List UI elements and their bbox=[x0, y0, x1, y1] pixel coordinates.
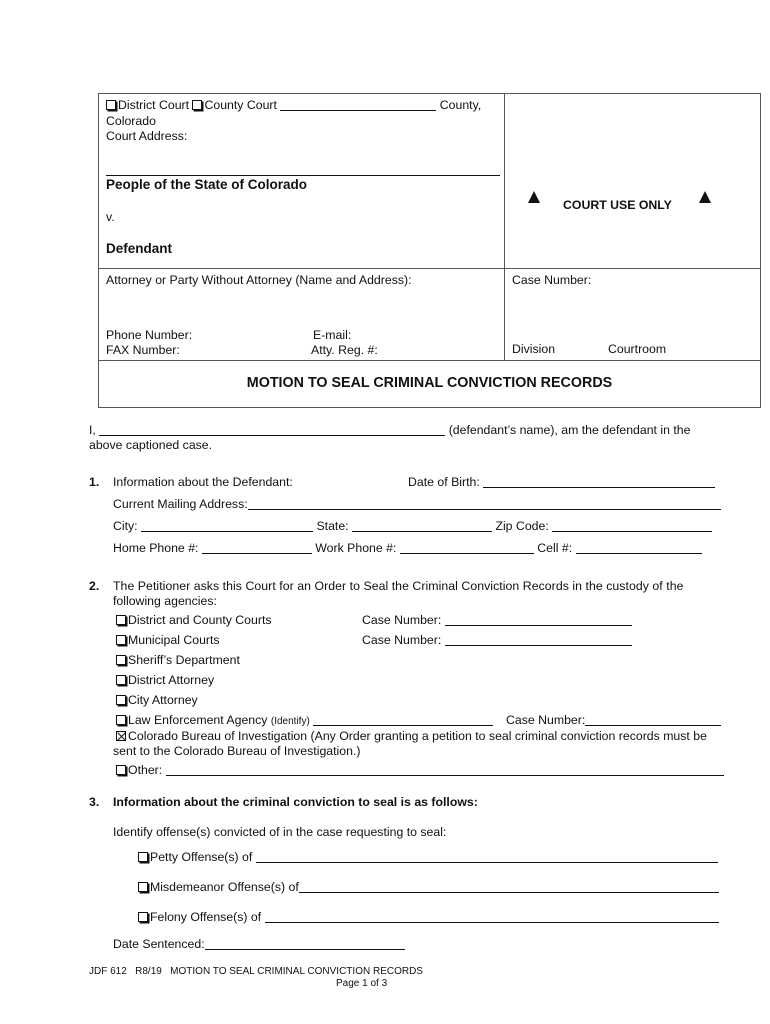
division-label: Division bbox=[512, 342, 556, 356]
dob-field[interactable] bbox=[483, 475, 715, 488]
date-sentenced-row bbox=[113, 937, 405, 951]
county-name-field[interactable] bbox=[280, 98, 436, 111]
court-use-only-label: COURT USE ONLY bbox=[563, 198, 672, 212]
footer-form-id: JDF 612 bbox=[89, 966, 127, 977]
state-label: Colorado bbox=[106, 114, 156, 128]
city-attorney-checkbox[interactable] bbox=[116, 695, 126, 705]
law-enforcement-field[interactable] bbox=[313, 713, 493, 726]
email-label: E-mail: bbox=[313, 328, 352, 342]
case-number-label-3: Case Number: bbox=[506, 713, 586, 727]
other-checkbox[interactable] bbox=[116, 765, 126, 775]
caption-divider-vertical bbox=[504, 93, 505, 360]
address-label: Current Mailing Address: bbox=[113, 497, 248, 511]
caption-divider-2 bbox=[98, 360, 761, 361]
home-phone-label: Home Phone #: bbox=[113, 541, 199, 555]
dob-row bbox=[408, 475, 715, 489]
footer-page: Page 1 of 3 bbox=[336, 978, 388, 989]
state-field-label: State: bbox=[316, 519, 349, 533]
phone-label: Phone Number: bbox=[106, 328, 193, 342]
law-enforcement-label: Law Enforcement Agency bbox=[128, 713, 268, 727]
sheriff-checkbox[interactable] bbox=[116, 655, 126, 665]
court-use-arrow-right-icon bbox=[699, 191, 711, 203]
court-use-arrow-left-icon bbox=[528, 191, 540, 203]
case-number-row-1 bbox=[362, 613, 632, 627]
cell-field[interactable] bbox=[576, 541, 702, 554]
section1-number: 1. bbox=[89, 475, 100, 489]
case-number-label-2: Case Number: bbox=[362, 633, 442, 647]
zip-field[interactable] bbox=[552, 519, 712, 532]
da-label: District Attorney bbox=[128, 673, 215, 687]
section1-heading: Information about the Defendant: bbox=[113, 475, 293, 489]
case-number-field-2[interactable] bbox=[445, 633, 632, 646]
section2-number: 2. bbox=[89, 579, 100, 593]
defendant-label: Defendant bbox=[106, 241, 173, 256]
cell-label: Cell #: bbox=[537, 541, 573, 555]
court-address-label: Court Address: bbox=[106, 129, 188, 143]
fax-label: FAX Number: bbox=[106, 343, 180, 357]
home-phone-field[interactable] bbox=[202, 541, 312, 554]
district-court-label: District Court bbox=[118, 98, 190, 112]
section2-text-2: following agencies: bbox=[113, 594, 217, 608]
court-selection bbox=[106, 98, 481, 112]
city-field[interactable] bbox=[141, 519, 313, 532]
work-phone-label: Work Phone #: bbox=[315, 541, 397, 555]
agency-law-enforcement bbox=[116, 713, 493, 727]
case-number-label: Case Number: bbox=[512, 273, 592, 287]
atty-reg-label: Atty. Reg. #: bbox=[311, 343, 378, 357]
intro-prefix: I, bbox=[89, 423, 96, 437]
city-row bbox=[113, 519, 712, 533]
people-underline bbox=[106, 175, 500, 176]
zip-label: Zip Code: bbox=[495, 519, 549, 533]
city-label: City: bbox=[113, 519, 138, 533]
work-phone-field[interactable] bbox=[400, 541, 534, 554]
date-sentenced-field[interactable] bbox=[205, 937, 405, 950]
municipal-label: Municipal Courts bbox=[128, 633, 220, 647]
felony-row bbox=[138, 910, 719, 924]
district-county-checkbox[interactable] bbox=[116, 615, 126, 625]
petty-row bbox=[138, 850, 718, 864]
section2-text-1: The Petitioner asks this Court for an Order to Seal the Criminal Conviction Records in the custody of the bbox=[113, 579, 684, 593]
agency-sheriff bbox=[116, 653, 240, 667]
petty-label: Petty Offense(s) of bbox=[150, 850, 253, 864]
footer-line bbox=[89, 966, 423, 977]
municipal-checkbox[interactable] bbox=[116, 635, 126, 645]
page-title: MOTION TO SEAL CRIMINAL CONVICTION RECORDS bbox=[246, 375, 613, 391]
agency-municipal bbox=[116, 633, 220, 647]
section3-heading: Information about the criminal conviction to seal is as follows: bbox=[113, 795, 478, 809]
phones-row bbox=[113, 541, 702, 555]
identify-label: (Identify) bbox=[270, 716, 310, 727]
da-checkbox[interactable] bbox=[116, 675, 126, 685]
intro-line bbox=[89, 423, 690, 437]
felony-field[interactable] bbox=[265, 910, 719, 923]
case-number-row-2 bbox=[362, 633, 632, 647]
agency-cbi bbox=[116, 729, 707, 743]
agency-other bbox=[116, 763, 724, 777]
cbi-checkbox-checked[interactable] bbox=[116, 731, 126, 741]
misdemeanor-label: Misdemeanor Offense(s) of bbox=[150, 880, 299, 894]
cbi-label: Colorado Bureau of Investigation (Any Order granting a petition to seal criminal conviction records must be bbox=[128, 729, 707, 743]
state-field[interactable] bbox=[352, 519, 492, 532]
district-county-label: District and County Courts bbox=[128, 613, 272, 627]
intro-suffix: (defendant’s name), am the defendant in the bbox=[448, 423, 691, 437]
attorney-label: Attorney or Party Without Attorney (Name and Address): bbox=[106, 273, 412, 287]
district-court-checkbox[interactable] bbox=[106, 100, 116, 110]
petty-checkbox[interactable] bbox=[138, 852, 148, 862]
address-row bbox=[113, 497, 721, 511]
agency-district-county bbox=[116, 613, 272, 627]
versus-label: v. bbox=[106, 210, 115, 224]
section3-number: 3. bbox=[89, 795, 100, 809]
county-court-label: County Court bbox=[204, 98, 277, 112]
cbi-line-2: sent to the Colorado Bureau of Investigation.) bbox=[113, 744, 361, 758]
courtroom-label: Courtroom bbox=[608, 342, 667, 356]
intro-line-2: above captioned case. bbox=[89, 438, 213, 452]
agency-city-attorney bbox=[116, 693, 198, 707]
misdemeanor-checkbox[interactable] bbox=[138, 882, 148, 892]
date-sentenced-label: Date Sentenced: bbox=[113, 937, 205, 951]
felony-label: Felony Offense(s) of bbox=[150, 910, 262, 924]
law-enforcement-checkbox[interactable] bbox=[116, 715, 126, 725]
agency-da bbox=[116, 673, 214, 687]
county-court-checkbox[interactable] bbox=[192, 100, 202, 110]
misdemeanor-field[interactable] bbox=[299, 880, 719, 893]
people-label: People of the State of Colorado bbox=[106, 177, 308, 192]
address-field[interactable] bbox=[248, 497, 721, 510]
sheriff-label: Sheriff’s Department bbox=[128, 653, 240, 667]
misdemeanor-row bbox=[138, 880, 719, 894]
case-number-field-3[interactable] bbox=[585, 713, 721, 726]
other-label: Other: bbox=[128, 763, 163, 777]
other-field[interactable] bbox=[166, 763, 724, 776]
footer-revision: R8/19 bbox=[135, 966, 162, 977]
defendant-name-field[interactable] bbox=[99, 423, 445, 436]
dob-label: Date of Birth: bbox=[408, 475, 480, 489]
felony-checkbox[interactable] bbox=[138, 912, 148, 922]
case-number-row-3 bbox=[506, 713, 721, 727]
case-number-field-1[interactable] bbox=[445, 613, 632, 626]
footer-form-title: MOTION TO SEAL CRIMINAL CONVICTION RECORDS bbox=[170, 966, 423, 977]
county-suffix: County, bbox=[439, 98, 482, 112]
case-number-label-1: Case Number: bbox=[362, 613, 442, 627]
identify-offenses-text: Identify offense(s) convicted of in the case requesting to seal: bbox=[113, 825, 447, 839]
caption-divider-1 bbox=[98, 268, 761, 269]
city-attorney-label: City Attorney bbox=[128, 693, 198, 707]
petty-field[interactable] bbox=[256, 850, 718, 863]
